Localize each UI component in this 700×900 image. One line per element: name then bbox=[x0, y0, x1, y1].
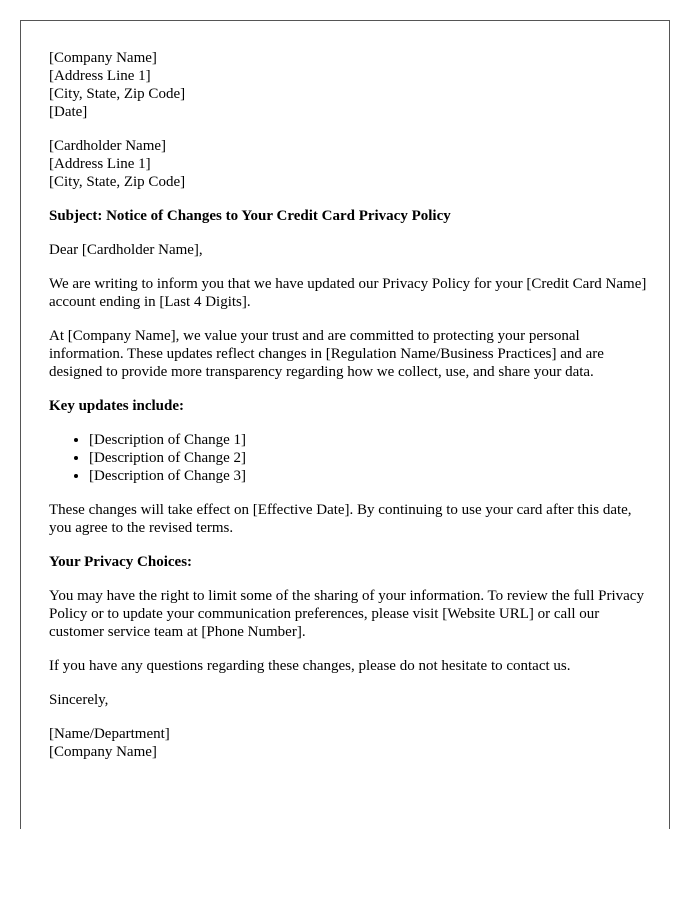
subject-line: Subject: Notice of Changes to Your Credit Card Privacy Policy bbox=[49, 208, 451, 224]
sender-company-name: [Company Name] bbox=[49, 50, 157, 66]
key-updates-heading: Key updates include: bbox=[49, 398, 185, 414]
signature-block bbox=[49, 725, 649, 761]
sender-city-state-zip: [City, State, Zip Code] bbox=[49, 86, 186, 102]
privacy-choices-heading: Your Privacy Choices: bbox=[49, 554, 193, 570]
recipient-address-line: [Address Line 1] bbox=[49, 156, 151, 172]
list-item: • [Description of Change 3] bbox=[89, 467, 649, 485]
list-item: • [Description of Change 1] bbox=[89, 431, 649, 449]
questions-paragraph: If you have any questions regarding these changes, please do not hesitate to contact us. bbox=[49, 658, 571, 674]
effective-date-paragraph: These changes will take effect on [Effective Date]. By continuing to use your card after this date, you agree to the revised terms. bbox=[49, 502, 632, 536]
closing: Sincerely, bbox=[49, 692, 109, 708]
signature-name-department: [Name/Department] bbox=[49, 726, 170, 742]
letter-page bbox=[20, 20, 670, 829]
key-updates-list bbox=[49, 431, 649, 485]
list-item: • [Description of Change 2] bbox=[89, 449, 649, 467]
recipient-name: [Cardholder Name] bbox=[49, 138, 167, 154]
recipient-address-block bbox=[49, 137, 649, 191]
salutation: Dear [Cardholder Name], bbox=[49, 242, 203, 258]
values-paragraph: At [Company Name], we value your trust and are committed to protecting your personal information. These updates reflect changes in [Regulation Name/Business Practices] and are designed to provide more transparency regarding how we collect, use, and share your data. bbox=[49, 328, 604, 380]
intro-paragraph: We are writing to inform you that we have updated our Privacy Policy for your [Credit Card Name] account ending in [Last 4 Digits]. bbox=[49, 276, 647, 310]
letter-date: [Date] bbox=[49, 104, 88, 120]
recipient-city-state-zip: [City, State, Zip Code] bbox=[49, 174, 186, 190]
privacy-choices-paragraph: You may have the right to limit some of the sharing of your information. To review the full Privacy Policy or to update your communication preferences, please visit [Website URL] or call our customer service team at [Phone Number]. bbox=[49, 588, 644, 640]
signature-company-name: [Company Name] bbox=[49, 744, 157, 760]
sender-address-line: [Address Line 1] bbox=[49, 68, 151, 84]
sender-address-block bbox=[49, 49, 649, 121]
